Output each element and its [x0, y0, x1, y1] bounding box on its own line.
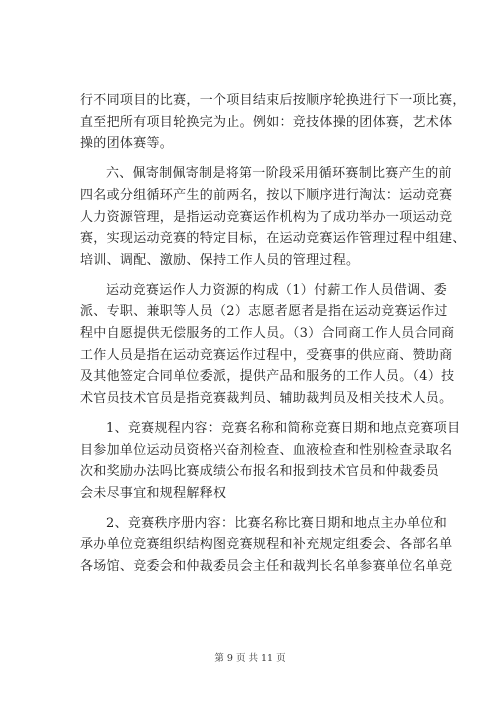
text-line: 工作人员是指在运动竞赛运作过程中，受赛事的供应商、赞助商 — [80, 347, 453, 363]
text-line: 人力资源管理，是指运动竞赛运作机构为了成功举办一项运动竞 — [80, 209, 453, 225]
text-line: 承办单位竞赛组织结构图竞赛规程和补充规定组委会、各部名单 — [80, 537, 453, 553]
text-line: 次和奖励办法吗比赛成绩公布报名和报到技术官员和仲裁委员 — [80, 464, 440, 480]
text-line: 行不同项目的比赛，一个项目结束后按顺序轮换进行下一项比赛， — [80, 93, 466, 108]
paragraph-competition-rules-content — [80, 418, 461, 505]
text-line: 赛，实现运动竞赛的特定目标，在运动竞赛运作管理过程中组建、 — [80, 231, 466, 247]
paragraph-rotation-competition — [80, 90, 466, 155]
text-line: 操的团体赛等。 — [80, 136, 174, 152]
text-line: 六、佩寄制佩寄制是将第一阶段采用循环赛制比赛产生的前 — [106, 166, 452, 182]
text-line: 程中自愿提供无偿服务的工作人员。（3）合同商工作人员合同商 — [80, 326, 455, 342]
text-line: 术官员技术官员是指竞赛裁判员、辅助裁判员及相关技术人员。 — [80, 391, 453, 407]
text-line: 运动竞赛运作人力资源的构成（1）付薪工作人员借调、委 — [106, 282, 448, 298]
text-line: 直至把所有项目轮换完为止。例如：竞技体操的团体赛，艺术体 — [80, 114, 453, 130]
page-number-footer: 第 9 页 共 11 页 — [214, 653, 286, 664]
text-line: 及其他签定合同单位委派，提供产品和服务的工作人员。（4）技 — [80, 369, 455, 385]
text-line: 培训、调配、激励、保持工作人员的管理过程。 — [80, 252, 360, 268]
text-line: 目参加单位运动员资格兴奋剂检查、血液检查和性别检查录取名 — [80, 442, 453, 458]
paragraph-human-resources-composition — [80, 280, 455, 410]
text-line: 会未尽事宜和规程解释权 — [80, 485, 227, 501]
text-line: 1、竞赛规程内容：竞赛名称和简称竞赛日期和地点竞赛项目 — [106, 420, 461, 436]
text-line: 四名或分组循环产生的前两名，按以下顺序进行淘汰：运动竞赛 — [80, 187, 453, 203]
paragraph-page-playoff-system — [80, 163, 466, 272]
document-body — [80, 90, 466, 586]
text-line: 各场馆、竞委会和仲裁委员会主任和裁判长名单参赛单位名单竞 — [80, 559, 453, 575]
text-line: 派、专职、兼职等人员（2）志愿者愿者是指在运动竞赛运作过 — [80, 304, 448, 320]
text-line: 2、竞赛秩序册内容：比赛名称比赛日期和地点主办单位和 — [106, 515, 448, 531]
paragraph-program-booklet-content — [80, 513, 453, 578]
